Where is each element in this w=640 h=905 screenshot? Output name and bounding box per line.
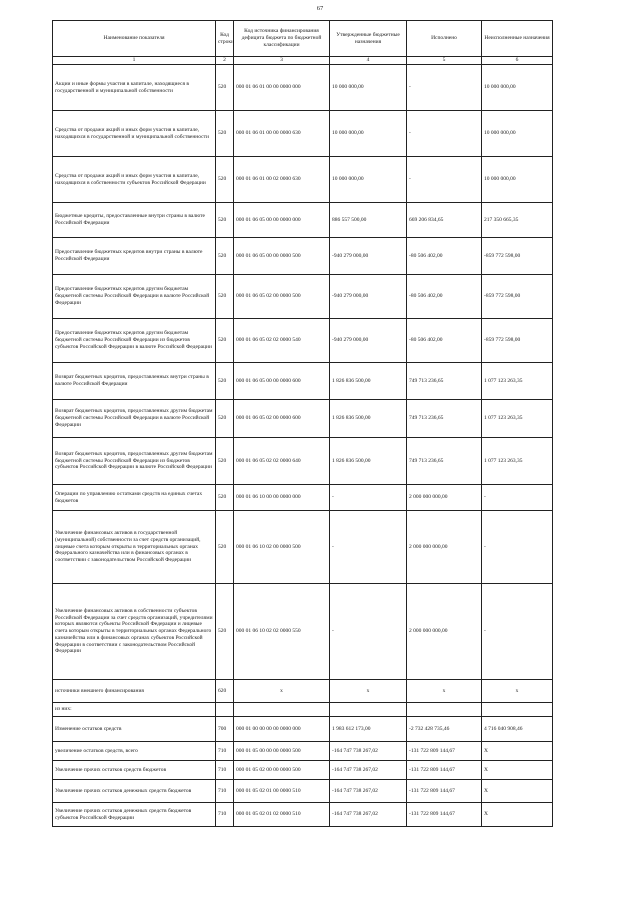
table-row <box>53 400 553 438</box>
table-row <box>53 438 553 485</box>
row-code: 710 <box>216 761 234 780</box>
row-unexecuted: X <box>482 780 553 803</box>
row-executed <box>407 703 482 717</box>
table-row <box>53 275 553 319</box>
row-code: 620 <box>216 680 234 703</box>
table-row <box>53 742 553 761</box>
row-code: 520 <box>216 485 234 511</box>
row-source-code: 000 01 06 10 02 00 0000 500 <box>234 511 330 584</box>
row-code: 520 <box>216 511 234 584</box>
row-code: 710 <box>216 780 234 803</box>
row-unexecuted: X <box>482 761 553 780</box>
row-code: 520 <box>216 438 234 485</box>
row-approved: 1 826 836 500,00 <box>330 438 407 485</box>
row-executed: -80 506 402,00 <box>407 319 482 363</box>
page-number: 67 <box>316 5 324 12</box>
row-executed: -80 506 402,00 <box>407 238 482 275</box>
row-name: Предоставление бюджетных кредитов другим бюджетам бюджетной системы Российской Федерации в валюте Российской Федерации <box>53 275 216 319</box>
table-row <box>53 203 553 238</box>
row-executed: - <box>407 65 482 111</box>
row-name: Акции и иные формы участия в капитале, находящиеся в государственной и муниципальной собственности <box>53 65 216 111</box>
row-source-code: 000 01 05 02 01 02 0000 510 <box>234 803 330 827</box>
row-name: Возврат бюджетных кредитов, предоставленных другим бюджетам бюджетной системы Российской Федерации из бюджетов субъектов Российской Федерации в валюте Российской Федерации <box>53 438 216 485</box>
row-executed: - <box>407 157 482 203</box>
row-name: Возврат бюджетных кредитов, предоставленных другим бюджетам бюджетной системы Российской Федерации в валюте Российской Федерации <box>53 400 216 438</box>
row-approved: x <box>330 680 407 703</box>
row-source-code: 000 01 06 05 00 00 0000 500 <box>234 238 330 275</box>
row-source-code: 000 01 06 05 02 02 0000 540 <box>234 319 330 363</box>
row-source-code: 000 01 06 05 02 02 0000 640 <box>234 438 330 485</box>
row-source-code: 000 01 06 05 02 00 0000 500 <box>234 275 330 319</box>
row-unexecuted: 1 077 123 263,35 <box>482 438 553 485</box>
row-approved: 10 000 000,00 <box>330 65 407 111</box>
row-unexecuted: - <box>482 485 553 511</box>
column-number: 1 <box>53 57 216 65</box>
row-source-code: 000 01 06 05 00 00 0000 000 <box>234 203 330 238</box>
row-unexecuted: x <box>482 680 553 703</box>
row-approved: -164 747 738 267,02 <box>330 780 407 803</box>
row-name: Возврат бюджетных кредитов, предоставленных внутри страны в валюте Российской Федерации <box>53 363 216 400</box>
row-unexecuted: -859 772 598,00 <box>482 238 553 275</box>
column-number: 6 <box>482 57 553 65</box>
row-unexecuted: 10 000 000,00 <box>482 111 553 157</box>
table-row <box>53 717 553 742</box>
row-name: Операции по управлению остатками средств на единых счетах бюджетов <box>53 485 216 511</box>
row-unexecuted: X <box>482 742 553 761</box>
row-code: 710 <box>216 803 234 827</box>
table-row <box>53 157 553 203</box>
row-executed: 2 000 000 000,00 <box>407 485 482 511</box>
row-source-code: 000 01 06 01 00 02 0000 630 <box>234 157 330 203</box>
table-row <box>53 584 553 680</box>
row-source-code: 000 01 05 00 00 00 0000 500 <box>234 742 330 761</box>
row-unexecuted: - <box>482 584 553 680</box>
table-row <box>53 803 553 827</box>
row-approved: -940 279 000,00 <box>330 319 407 363</box>
row-executed: -131 722 809 144,67 <box>407 803 482 827</box>
row-name: Средства от продажи акций и иных форм участия в капитале, находящихся в государственной и муниципальной собственности <box>53 111 216 157</box>
row-code: 520 <box>216 584 234 680</box>
row-name: Увеличение финансовых активов в государственной (муниципальной) собственности за счет средств организаций, лицевые счета которым открыты в территориальных органах Федерального казначейства или в финансовых органах в соответствии с законодательством Российской Федерации <box>53 511 216 584</box>
row-unexecuted: 1 077 123 263,35 <box>482 363 553 400</box>
row-approved: -164 747 738 267,02 <box>330 803 407 827</box>
row-approved: 10 000 000,00 <box>330 157 407 203</box>
table-row <box>53 363 553 400</box>
row-executed: 2 000 000 000,00 <box>407 584 482 680</box>
row-name: источники внешнего финансирования <box>53 680 216 703</box>
column-number: 5 <box>407 57 482 65</box>
header-source: Код источника финансирования дефицита бюджета по бюджетной классификации <box>234 21 330 57</box>
row-approved <box>330 703 407 717</box>
table-row <box>53 511 553 584</box>
row-unexecuted: X <box>482 803 553 827</box>
row-name: Увеличение прочих остатков денежных средств бюджетов <box>53 780 216 803</box>
row-approved: -940 279 000,00 <box>330 238 407 275</box>
row-name: Увеличение прочих остатков денежных средств бюджетов субъектов Российской Федерации <box>53 803 216 827</box>
row-name: Изменение остатков средств <box>53 717 216 742</box>
row-source-code: 000 01 05 02 00 00 0000 500 <box>234 761 330 780</box>
row-unexecuted: 4 716 040 908,46 <box>482 717 553 742</box>
row-name: Бюджетные кредиты, предоставленные внутри страны в валюте Российской Федерации <box>53 203 216 238</box>
row-unexecuted: 1 077 123 263,35 <box>482 400 553 438</box>
header-executed: Исполнено <box>407 21 482 57</box>
row-executed: -2 732 428 735,46 <box>407 717 482 742</box>
row-approved: 886 557 500,00 <box>330 203 407 238</box>
header-row <box>53 21 553 57</box>
row-code: 520 <box>216 111 234 157</box>
row-source-code: 000 01 00 00 00 00 0000 000 <box>234 717 330 742</box>
row-name: Предоставление бюджетных кредитов внутри страны в валюте Российской Федерации <box>53 238 216 275</box>
row-unexecuted: - <box>482 511 553 584</box>
budget-sources-table <box>52 20 553 827</box>
row-unexecuted: 10 000 000,00 <box>482 65 553 111</box>
row-executed: -80 506 402,00 <box>407 275 482 319</box>
table-row <box>53 703 553 717</box>
header-approved: Утвержденные бюджетные назначения <box>330 21 407 57</box>
row-unexecuted: -859 772 598,00 <box>482 275 553 319</box>
row-approved: 1 826 836 500,00 <box>330 400 407 438</box>
table-row <box>53 65 553 111</box>
row-source-code <box>234 703 330 717</box>
row-approved: - <box>330 511 407 584</box>
row-source-code: 000 01 06 05 00 00 0000 600 <box>234 363 330 400</box>
row-unexecuted: -859 772 598,00 <box>482 319 553 363</box>
row-executed: 749 713 236,65 <box>407 438 482 485</box>
row-source-code: 000 01 06 05 02 00 0000 600 <box>234 400 330 438</box>
row-executed: - <box>407 111 482 157</box>
row-unexecuted: 217 350 665,35 <box>482 203 553 238</box>
table-row <box>53 485 553 511</box>
row-name: Средства от продажи акций и иных форм участия в капитале, находящихся в собственности субъектов Российской Федерации <box>53 157 216 203</box>
row-approved: -940 279 000,00 <box>330 275 407 319</box>
row-executed: x <box>407 680 482 703</box>
table-row <box>53 780 553 803</box>
row-source-code: 000 01 06 01 00 00 0000 630 <box>234 111 330 157</box>
column-number-row <box>53 57 553 65</box>
row-approved: 1 983 612 173,00 <box>330 717 407 742</box>
row-code: 520 <box>216 275 234 319</box>
row-approved: 1 826 836 500,00 <box>330 363 407 400</box>
row-executed: 2 000 000 000,00 <box>407 511 482 584</box>
row-code <box>216 703 234 717</box>
row-source-code: x <box>234 680 330 703</box>
header-unexecuted: Неисполненные назначения <box>482 21 553 57</box>
row-code: 700 <box>216 717 234 742</box>
row-approved: - <box>330 485 407 511</box>
row-name: Предоставление бюджетных кредитов другим бюджетам бюджетной системы Российской Федерации из бюджетов субъектов Российской Федерации в валюте Российской Федерации <box>53 319 216 363</box>
row-executed: 669 206 834,65 <box>407 203 482 238</box>
row-code: 520 <box>216 203 234 238</box>
row-code: 520 <box>216 319 234 363</box>
row-code: 520 <box>216 400 234 438</box>
row-executed: -131 722 809 144,67 <box>407 742 482 761</box>
row-code: 710 <box>216 742 234 761</box>
row-source-code: 000 01 06 01 00 00 0000 000 <box>234 65 330 111</box>
column-number: 2 <box>216 57 234 65</box>
row-source-code: 000 01 06 10 02 02 0000 550 <box>234 584 330 680</box>
row-approved: 10 000 000,00 <box>330 111 407 157</box>
row-name: Увеличение прочих остатков средств бюджетов <box>53 761 216 780</box>
table-row <box>53 680 553 703</box>
row-executed: 749 713 236,65 <box>407 363 482 400</box>
row-source-code: 000 01 06 10 00 00 0000 000 <box>234 485 330 511</box>
header-code: Код строки <box>216 21 234 57</box>
row-executed: -131 722 809 144,67 <box>407 780 482 803</box>
row-approved: - <box>330 584 407 680</box>
table-row <box>53 238 553 275</box>
row-source-code: 000 01 05 02 01 00 0000 510 <box>234 780 330 803</box>
row-code: 520 <box>216 363 234 400</box>
row-executed: -131 722 809 144,67 <box>407 761 482 780</box>
column-number: 4 <box>330 57 407 65</box>
row-name: увеличение остатков средств, всего <box>53 742 216 761</box>
row-name: из них: <box>53 703 216 717</box>
header-name: Наименование показателя <box>53 21 216 57</box>
column-number: 3 <box>234 57 330 65</box>
row-executed: 749 713 236,65 <box>407 400 482 438</box>
row-code: 520 <box>216 238 234 275</box>
row-code: 520 <box>216 157 234 203</box>
row-name: Увеличение финансовых активов в собственности субъектов Российской Федерации за счет средств организаций, учредителями которых являются субъекты Российской Федерации и лицевые счета которым открыты в территориальных органах Федерального казначейства или в финансовых органах субъектов Российской Федерации в соответствии с законодательством Российской Федерации <box>53 584 216 680</box>
row-approved: -164 747 738 267,02 <box>330 742 407 761</box>
row-unexecuted <box>482 703 553 717</box>
table-row <box>53 319 553 363</box>
table-row <box>53 111 553 157</box>
row-code: 520 <box>216 65 234 111</box>
row-approved: -164 747 738 267,02 <box>330 761 407 780</box>
table-row <box>53 761 553 780</box>
row-unexecuted: 10 000 000,00 <box>482 157 553 203</box>
